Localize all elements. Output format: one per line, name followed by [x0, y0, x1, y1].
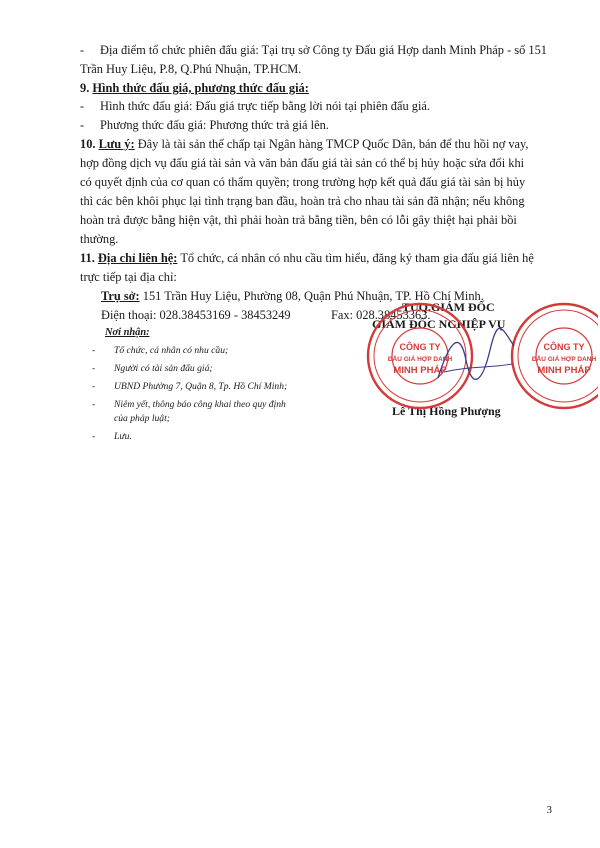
seal-brand-text: MINH PHÁP [393, 365, 447, 376]
section-11-line-2: trực tiếp tại địa chỉ: [80, 270, 177, 284]
section-10-line-3: có quyết định của cơ quan có thẩm quyền; trong trường hợp kết quả đấu giá tài sản bị hủy [80, 175, 526, 189]
section-10-line-2: hợp đồng dịch vụ đấu giá tài sản và văn bản đấu giá tài sản có thể bị hủy hoặc sửa đổi khi [80, 156, 525, 170]
auction-form-item: - Hình thức đấu giá: Đấu giá trực tiếp bằng lời nói tại phiên đấu giá. [80, 99, 431, 113]
location-line-2: Trần Huy Liệu, P.8, Q.Phú Nhuận, TP.HCM. [80, 62, 302, 76]
seal-company-text: CÔNG TY [399, 342, 441, 352]
fax-line: Fax: 028.38453363. [331, 308, 431, 322]
handwritten-signature [430, 320, 520, 390]
section-10-line-6: thường. [80, 232, 119, 246]
note-label: Lưu ý: [98, 137, 135, 151]
signature-title-line-2: GIÁM ĐỐC NGHIỆP VỤ [372, 317, 506, 331]
recipient-item: - Lưu. [92, 431, 132, 442]
recipients-title: Nơi nhận: [105, 327, 150, 338]
section-10-line-1: 10. Lưu ý: Đây là tài sản thế chấp tại Ngân hàng TMCP Quốc Dân, bán để thu hồi nợ vay, [80, 137, 529, 151]
seal-name-text: ĐẤU GIÁ HỢP DANH [387, 356, 453, 363]
page-number: 3 [546, 804, 552, 816]
partial-seal-brand-text: MINH PHÁP [537, 365, 591, 376]
section-10-line-5: hoàn trả được bằng hiện vật, thì phải hoàn trả bằng tiền, bên có lỗi gây thiệt hại phải bồi [80, 213, 517, 227]
recipient-item: - Người có tài sản đấu giá; [92, 363, 213, 374]
contact-label: Địa chỉ liên hệ: [97, 251, 178, 265]
recipient-item-continued: của pháp luật; [114, 413, 170, 424]
auction-method-item: - Phương thức đấu giá: Phương thức trả giá lên. [80, 118, 329, 132]
section-10-line-4: thì các bên khôi phục lại tình trạng ban đầu, hoàn trả cho nhau tài sản đã nhận; nếu không [80, 194, 525, 208]
company-seal-partial [508, 300, 598, 412]
phone-line: Điện thoại: 028.38453169 - 38453249 [101, 308, 291, 322]
recipient-item: - Tổ chức, cá nhân có nhu cầu; [92, 345, 229, 356]
signer-name: Lê Thị Hồng Phượng [392, 404, 501, 418]
office-address-line: Trụ sở: 151 Trần Huy Liệu, Phường 08, Quận Phú Nhuận, TP. Hồ Chí Minh. [101, 289, 484, 303]
recipient-item: - Niêm yết, thông báo công khai theo quy định [92, 399, 286, 410]
office-label: Trụ sở: [101, 289, 140, 303]
section-9-heading: 9. Hình thức đấu giá, phương thức đấu giá: [80, 81, 309, 95]
signature-title-line-1: TUQ.GIÁM ĐỐC [402, 300, 495, 314]
partial-seal-name-text: ĐẤU GIÁ HỢP DANH [531, 356, 597, 363]
section-11-line-1: 11. Địa chỉ liên hệ: Tổ chức, cá nhân có nhu cầu tìm hiểu, đăng ký tham gia đấu giá liên hệ [80, 251, 534, 265]
partial-seal-company-text: CÔNG TY [543, 342, 585, 352]
location-line-1: - Địa điểm tổ chức phiên đấu giá: Tại trụ sở Công ty Đấu giá Hợp danh Minh Pháp - số 151 [80, 43, 548, 57]
recipient-item: - UBND Phường 7, Quận 8, Tp. Hồ Chí Minh; [92, 381, 288, 392]
